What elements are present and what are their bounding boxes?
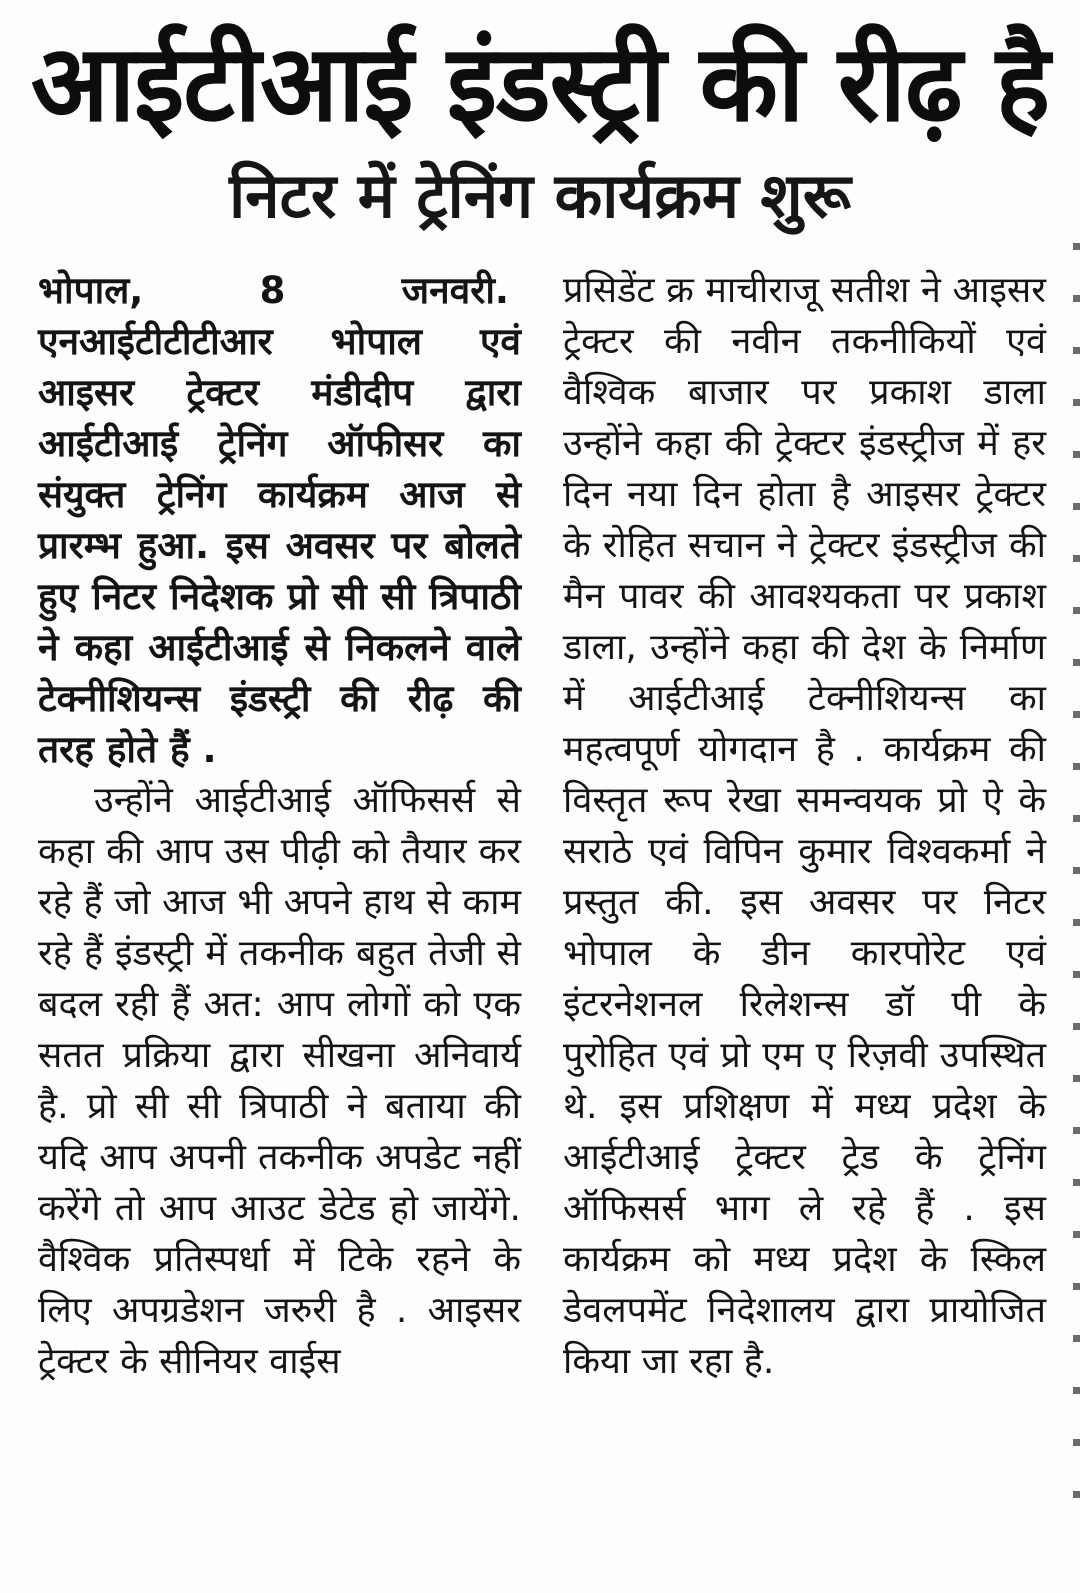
lead-paragraph: एनआईटीटीटीआर भोपाल एवं आइसर ट्रेक्टर मंडीदीप द्वारा आईटीआई ट्रेनिंग ऑफीसर का संयुक्त ट्रेनिंग कार्यक्रम आज से प्रारम्भ हुआ. इस अवसर पर बोलते हुए निटर निदेशक प्रो सी सी त्रिपाठी ने कहा आईटीआई से निकलने वाले टेक्नीशियन्स इंडस्ट्री की रीढ़ की तरह होते हैं . [38,319,521,771]
article-headline: आईटीआई इंडस्ट्री की रीढ़ है [30,22,1050,146]
dateline-day: 8 [259,268,286,312]
dateline-city: भोपाल, [38,268,144,312]
dateline [38,265,521,316]
right-column [563,265,1046,1387]
dateline-month: जनवरी. [401,268,509,312]
newspaper-clipping [0,18,1080,1593]
article-subheadline: निटर में ट्रेनिंग कार्यक्रम शुरू [229,158,851,232]
body-paragraph: उन्होंने आईटीआई ऑफिसर्स से कहा की आप उस पीढ़ी को तैयार कर रहे हैं जो आज भी अपने हाथ से काम रहे हैं इंडस्ट्री में तकनीक बहुत तेजी से बदल रही हैं अत: आप लोगों को एक सतत प्रक्रिया द्वारा सीखना अनिवार्य है. प्रो सी सी त्रिपाठी ने बताया की यदि आप अपनी तकनीक अपडेट नहीं करेंगे तो आप आउट डेटेड हो जायेंगे. वैश्विक प्रतिस्पर्धा में टिके रहने के लिए अपग्रडेशन जरुरी है . आइसर ट्रेक्टर के सीनियर वाईस [38,779,521,1382]
adjacent-column-fragments [1073,243,1080,1533]
body-paragraph-continued: प्रसिडेंट क्र माचीराजू सतीश ने आइसर ट्रेक्टर की नवीन तकनीकियों एवं वैश्विक बाजार पर प्रकाश डाला उन्होंने कहा की ट्रेक्टर इंडस्ट्रीज में हर दिन नया दिन होता है आइसर ट्रेक्टर के रोहित सचान ने ट्रेक्टर इंडस्ट्रीज की मैन पावर की आवश्यकता पर प्रकाश डाला, उन्होंने कहा की देश के निर्माण में आईटीआई टेक्नीशियन्स का महत्वपूर्ण योगदान है . कार्यक्रम की विस्तृत रूप रेखा समन्वयक प्रो ऐ के सराठे एवं विपिन कुमार विश्वकर्मा ने प्रस्तुत की. इस अवसर पर निटर भोपाल के डीन कारपोरेट एवं इंटरनेशनल रिलेशन्स डॉ पी के पुरोहित एवं प्रो एम ए रिज़वी उपस्थित थे. इस प्रशिक्षण में मध्य प्रदेश के आईटीआई ट्रेक्टर ट्रेड के ट्रेनिंग ऑफिसर्स भाग ले रहे हैं . इस कार्यक्रम को मध्य प्रदेश के स्किल डेवलपमेंट निदेशालय द्वारा प्रायोजित किया जा रहा है. [563,269,1046,1382]
left-column [38,265,521,1387]
article-body [0,265,1080,1387]
